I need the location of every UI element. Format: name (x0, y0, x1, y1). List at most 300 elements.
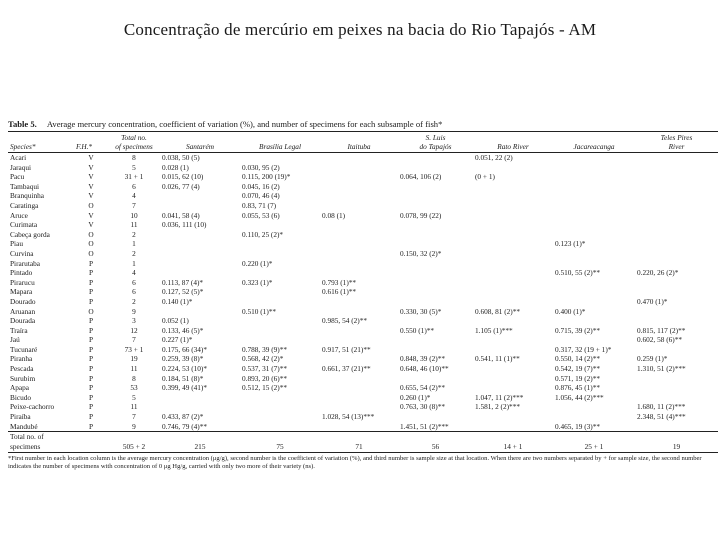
table-cell (320, 297, 398, 307)
table-cell (473, 278, 553, 288)
table-row (8, 412, 718, 422)
table-cell: 6 (132, 287, 136, 297)
table-cell: 0.83, 71 (7) (242, 200, 277, 210)
table-row (8, 402, 718, 412)
species-cell: Piau (10, 239, 23, 249)
table-cell: 0.323 (1)* (242, 277, 273, 287)
table-cell: P (88, 373, 94, 383)
table-cell: 0.793 (1)** (322, 277, 357, 287)
table-cell: V (88, 162, 94, 172)
table-cell (473, 191, 553, 201)
table-cell: 0.055, 53 (6) (242, 210, 280, 220)
table-cell: 0.220 (1)* (242, 258, 273, 268)
table-cell: P (88, 268, 94, 278)
table-cell: 5 (132, 162, 136, 172)
header-top-cell-0 (8, 132, 74, 143)
table-cell (240, 335, 320, 345)
table-cell: 0.616 (1)** (322, 287, 357, 297)
total-cell: 71 (320, 442, 398, 453)
table-cell (473, 316, 553, 326)
table-cell (473, 239, 553, 249)
table-cell: 8 (132, 153, 136, 162)
header-cell-7: Rato River (473, 143, 553, 153)
table-row (8, 163, 718, 173)
table-cell (553, 297, 635, 307)
species-cell: Aruanan (10, 306, 36, 316)
table-cell (398, 259, 473, 269)
table-row (8, 278, 718, 288)
table-cell (320, 393, 398, 403)
table-cell (398, 220, 473, 230)
table-cell: 0.070, 46 (4) (242, 191, 280, 201)
table-cell: 0.715, 39 (2)** (555, 325, 600, 335)
header-top-cell-3 (160, 132, 240, 143)
table-cell (320, 383, 398, 393)
species-cell: Pirarutaba (10, 258, 40, 268)
species-cell: Pintado (10, 268, 33, 278)
table-cell: P (88, 392, 94, 402)
table-row (8, 335, 718, 345)
header-cell-6: do Tapajós (398, 143, 473, 153)
table-cell (635, 287, 718, 297)
table-cell: O (88, 239, 94, 249)
table-cell (398, 374, 473, 384)
table-caption-text: Average mercury concentration, coefficient of variation (%), and number of specimens for each subsample of fish* (46, 119, 443, 129)
table-row (8, 220, 718, 230)
table-cell: 0.08 (1) (322, 210, 346, 220)
species-cell: Caratinga (10, 200, 39, 210)
species-cell: Mapara (10, 287, 33, 297)
total-label-2: specimens (8, 442, 74, 453)
table-cell (398, 287, 473, 297)
table-cell: P (88, 287, 94, 297)
table-cell: O (88, 200, 94, 210)
table-cell: 0.317, 32 (19 + 1)* (555, 344, 612, 354)
species-cell: Branquinha (10, 191, 45, 201)
table-cell: V (88, 220, 94, 230)
table-cell: 6 (132, 181, 136, 191)
table-cell (473, 335, 553, 345)
table-cell: V (88, 181, 94, 191)
table-cell (240, 422, 320, 432)
table-cell (240, 249, 320, 259)
table-cell (320, 259, 398, 269)
table-cell: P (88, 402, 94, 412)
table-cell (320, 230, 398, 240)
table-cell (320, 268, 398, 278)
table-cell: 0.537, 31 (7)** (242, 364, 287, 374)
species-cell: Apapa (10, 383, 30, 393)
table-cell: 11 (130, 220, 138, 230)
total-row (8, 432, 718, 442)
species-cell: Pacu (10, 172, 25, 182)
table-cell: 1.310, 51 (2)*** (637, 364, 686, 374)
table-cell (473, 374, 553, 384)
table-cell: 1 (132, 239, 136, 249)
table-row (8, 345, 718, 355)
table-cell: 0.127, 52 (5)* (162, 287, 204, 297)
table-cell: 2 (132, 248, 136, 258)
table-cell: 31 + 1 (124, 172, 144, 182)
table-cell: 0.542, 19 (7)** (555, 364, 600, 374)
table-cell: 7 (132, 335, 136, 345)
table-cell: 4 (132, 191, 136, 201)
table-cell (553, 249, 635, 259)
table-cell: 0.224, 53 (10)* (162, 364, 207, 374)
table-cell: 0.985, 54 (2)** (322, 316, 367, 326)
table-cell (398, 268, 473, 278)
total-cell: 215 (160, 442, 240, 453)
table-cell (398, 182, 473, 192)
table-cell: 3 (132, 316, 136, 326)
table-cell: P (88, 258, 94, 268)
table-cell (398, 239, 473, 249)
table-cell: 0.400 (1)* (555, 306, 586, 316)
total-cell: 19 (635, 442, 718, 453)
table-cell (553, 163, 635, 173)
table-cell (320, 172, 398, 182)
table-cell: 73 + 1 (124, 344, 144, 354)
table-cell: 0.115, 200 (19)* (242, 172, 291, 182)
table-cell (635, 201, 718, 211)
table-cell (240, 412, 320, 422)
table-cell: 1.680, 11 (2)*** (637, 402, 686, 412)
table-cell: 1.047, 11 (2)*** (475, 392, 524, 402)
species-cell: Curvina (10, 248, 34, 258)
header-top-cell-5 (320, 132, 398, 143)
table-cell: 0.648, 46 (10)** (400, 364, 449, 374)
table-cell (635, 422, 718, 432)
table-cell (473, 259, 553, 269)
table-cell (635, 259, 718, 269)
table-cell (160, 249, 240, 259)
table-row (8, 297, 718, 307)
table-cell (240, 402, 320, 412)
table-cell: 7 (132, 200, 136, 210)
table-row (8, 326, 718, 336)
table-cell: 0.602, 58 (6)** (637, 335, 682, 345)
table-cell (635, 307, 718, 317)
table-cell (398, 316, 473, 326)
table-cell (240, 393, 320, 403)
table-cell: 11 (130, 364, 138, 374)
table-row (8, 422, 718, 432)
table-cell: 0.030, 95 (2) (242, 162, 280, 172)
species-cell: Acari (10, 153, 27, 162)
table-cell: P (88, 325, 94, 335)
table-cell: 2 (132, 296, 136, 306)
species-cell: Cabeça gorda (10, 229, 50, 239)
table-cell (160, 259, 240, 269)
table-cell (320, 201, 398, 211)
table-label: Table 5. (8, 119, 37, 129)
table-cell: 8 (132, 373, 136, 383)
table-cell: 0.568, 42 (2)* (242, 354, 284, 364)
table-cell (320, 239, 398, 249)
table-caption (8, 118, 718, 131)
table-cell: 5 (132, 392, 136, 402)
table-cell: 0.041, 58 (4) (162, 210, 200, 220)
table-cell (160, 393, 240, 403)
mercury-table (8, 118, 718, 471)
table-cell: 12 (130, 325, 138, 335)
table-cell: 0.571, 19 (2)** (555, 373, 600, 383)
species-cell: Piranha (10, 354, 33, 364)
table-row (8, 259, 718, 269)
table-cell (553, 220, 635, 230)
table-cell: 0.175, 66 (34)* (162, 344, 207, 354)
header-top-cell-8 (553, 132, 635, 143)
table-cell (473, 211, 553, 221)
table-cell (473, 345, 553, 355)
table-cell: 53 (130, 383, 138, 393)
table-cell: 2 (132, 229, 136, 239)
table-cell: 9 (132, 306, 136, 316)
table-cell (635, 230, 718, 240)
table-cell: 0.330, 30 (5)* (400, 306, 442, 316)
table-cell: 0.433, 87 (2)* (162, 412, 204, 422)
table-cell (553, 278, 635, 288)
table-cell: 6 (132, 277, 136, 287)
table-cell (553, 211, 635, 221)
header-row-bottom (8, 143, 718, 153)
table-cell: 0.788, 39 (9)** (242, 344, 287, 354)
species-cell: Mandubé (10, 421, 38, 431)
table-row (8, 374, 718, 384)
table-row (8, 268, 718, 278)
table-cell: 19 (130, 354, 138, 364)
species-cell: Pirarucu (10, 277, 35, 287)
header-cell-5: Itaituba (320, 143, 398, 153)
species-cell: Jaú (10, 335, 20, 345)
table-cell: 9 (132, 421, 136, 431)
header-row-top (8, 132, 718, 143)
table-row (8, 287, 718, 297)
table-cell: 0.051, 22 (2) (475, 153, 513, 162)
table-cell (635, 316, 718, 326)
table-row (8, 211, 718, 221)
species-cell: Dourada (10, 316, 36, 326)
table-cell: 0.550 (1)** (400, 325, 435, 335)
table-cell (398, 278, 473, 288)
table-cell (320, 182, 398, 192)
total-cell: 505 + 2 (108, 442, 160, 453)
total-label: Total no. of (8, 432, 74, 442)
table-row (8, 354, 718, 364)
species-cell: Pescada (10, 364, 34, 374)
table-cell (160, 201, 240, 211)
table-cell (398, 412, 473, 422)
table-cell: O (88, 306, 94, 316)
table-cell: 0.259 (1)* (637, 354, 668, 364)
table-cell: 0.655, 54 (2)** (400, 383, 445, 393)
table-cell: 4 (132, 268, 136, 278)
table-cell (320, 307, 398, 317)
header-cell-8: Jacareacanga (553, 143, 635, 153)
species-cell: Surubim (10, 373, 36, 383)
table-cell (240, 297, 320, 307)
table-cell: 0.510 (1)** (242, 306, 277, 316)
table-cell: 0.184, 51 (8)* (162, 373, 204, 383)
table-cell: 0.038, 50 (5) (162, 153, 200, 162)
header-cell-4: Brasília Legal (240, 143, 320, 153)
species-cell: Bicudo (10, 392, 32, 402)
species-cell: Dourado (10, 296, 36, 306)
table-cell: 1.028, 54 (13)*** (322, 412, 375, 422)
table-cell: P (88, 335, 94, 345)
species-cell: Traíra (10, 325, 28, 335)
species-cell: Curimata (10, 220, 38, 230)
table-cell: 0.045, 16 (2) (242, 181, 280, 191)
table-header (8, 132, 718, 153)
header-top-cell-6: S. Luis (398, 132, 473, 143)
table-cell: 10 (130, 210, 138, 220)
table-cell (473, 268, 553, 278)
table-cell (473, 249, 553, 259)
header-cell-3: Santarém (160, 143, 240, 153)
table-cell (320, 191, 398, 201)
table-cell (553, 182, 635, 192)
page-title: Concentração de mercúrio em peixes na bacia do Rio Tapajós - AM (123, 20, 597, 39)
table-cell: 0.026, 77 (4) (162, 181, 200, 191)
total-cell: 14 + 1 (473, 442, 553, 453)
table-cell (635, 153, 718, 163)
table-cell (320, 220, 398, 230)
table-cell: 0.078, 99 (22) (400, 210, 442, 220)
table-cell: 0.133, 46 (5)* (162, 325, 204, 335)
table-cell: 0.260 (1)* (400, 392, 431, 402)
table-cell: 0.470 (1)* (637, 296, 668, 306)
table-cell (473, 201, 553, 211)
table-cell: 0.140 (1)* (162, 296, 193, 306)
table-cell (635, 374, 718, 384)
data-table (8, 131, 718, 453)
table-cell (635, 393, 718, 403)
table-cell: 0.227 (1)* (162, 335, 193, 345)
table-cell (635, 345, 718, 355)
table-row (8, 230, 718, 240)
table-cell: O (88, 248, 94, 258)
table-cell (635, 182, 718, 192)
table-cell: 0.150, 32 (2)* (400, 248, 442, 258)
table-cell (320, 249, 398, 259)
table-cell: V (88, 210, 94, 220)
table-cell (635, 191, 718, 201)
table-cell (635, 278, 718, 288)
table-cell (320, 153, 398, 163)
table-cell: 0.815, 117 (2)** (637, 325, 686, 335)
table-cell: 0.746, 79 (4)** (162, 421, 207, 431)
header-top-cell-9: Teles Pires (635, 132, 718, 143)
table-cell (635, 211, 718, 221)
species-cell: Aruce (10, 210, 28, 220)
table-cell: 0.541, 11 (1)** (475, 354, 520, 364)
table-cell: P (88, 383, 94, 393)
header-cell-0: Species* (8, 143, 74, 153)
table-cell (398, 163, 473, 173)
table-footnote: *First number in each location column is the average mercury concentration (μg/g), second number is the coefficient of variation (%), and third number is sample size at that location. When there are two numbers separated by + for sample size, the second number indicates the number of specimens with concentration of 0 μg Hg/g, carried with only two more of their variety (ns). (8, 455, 702, 471)
table-cell: 0.259, 39 (8)* (162, 354, 204, 364)
table-row (8, 383, 718, 393)
table-cell (473, 287, 553, 297)
table-cell (320, 422, 398, 432)
table-cell (635, 163, 718, 173)
table-cell (635, 172, 718, 182)
table-cell (160, 402, 240, 412)
table-cell (473, 383, 553, 393)
table-cell: 1.581, 2 (2)*** (475, 402, 520, 412)
table-cell: 0.052 (1) (162, 316, 189, 326)
table-cell (240, 268, 320, 278)
table-cell: V (88, 191, 94, 201)
table-cell (240, 153, 320, 163)
table-cell: P (88, 316, 94, 326)
table-cell: 1.105 (1)*** (475, 325, 513, 335)
table-cell (320, 354, 398, 364)
table-cell (160, 307, 240, 317)
table-row (8, 316, 718, 326)
table-cell (553, 172, 635, 182)
table-cell (320, 326, 398, 336)
table-cell (553, 316, 635, 326)
table-cell: P (88, 344, 94, 354)
table-cell (553, 412, 635, 422)
header-top-cell-4 (240, 132, 320, 143)
table-cell (240, 239, 320, 249)
total-cell: 25 + 1 (553, 442, 635, 453)
table-cell (635, 239, 718, 249)
table-cell (473, 220, 553, 230)
header-top-cell-1 (74, 132, 108, 143)
table-cell: 0.512, 15 (2)** (242, 383, 287, 393)
header-cell-1: F.H.* (74, 143, 108, 153)
table-cell (398, 153, 473, 163)
table-cell: 0.123 (1)* (555, 239, 586, 249)
table-cell (398, 201, 473, 211)
table-row (8, 239, 718, 249)
table-cell: 0.399, 49 (41)* (162, 383, 207, 393)
table-cell (553, 402, 635, 412)
table-cell (320, 335, 398, 345)
species-cell: Piraíba (10, 412, 31, 422)
table-cell (553, 153, 635, 163)
table-cell: P (88, 296, 94, 306)
table-cell: 0.848, 39 (2)** (400, 354, 445, 364)
table-cell: 11 (130, 402, 138, 412)
table-cell: 0.763, 30 (8)** (400, 402, 445, 412)
table-cell (160, 268, 240, 278)
header-cell-9: River (635, 143, 718, 153)
table-cell (160, 191, 240, 201)
header-top-cell-2: Total no. (108, 132, 160, 143)
table-cell (635, 249, 718, 259)
table-cell: 0.036, 111 (10) (162, 220, 207, 230)
table-cell: 0.465, 19 (3)** (555, 421, 600, 431)
table-cell: 0.510, 55 (2)** (555, 268, 600, 278)
table-cell (473, 422, 553, 432)
table-cell (553, 259, 635, 269)
table-row (8, 364, 718, 374)
table-cell: 0.917, 51 (21)** (322, 344, 371, 354)
header-cell-2: of specimens (108, 143, 160, 153)
table-cell (473, 230, 553, 240)
table-cell: 0.064, 106 (2) (400, 172, 442, 182)
table-cell: 0.608, 81 (2)** (475, 306, 520, 316)
table-cell (635, 383, 718, 393)
table-body (8, 153, 718, 453)
table-cell (398, 191, 473, 201)
table-cell (553, 335, 635, 345)
